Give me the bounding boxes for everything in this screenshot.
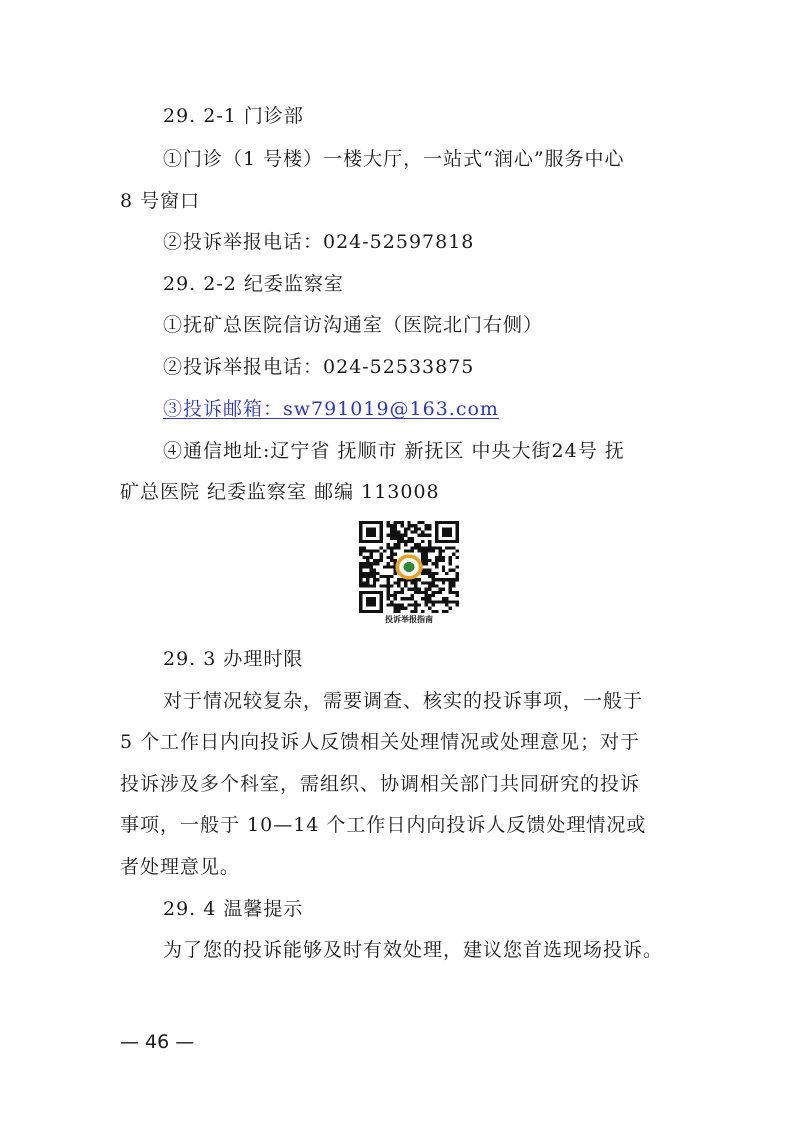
qr-caption: 投诉举报指南 (385, 615, 433, 624)
paragraph-line: 5 个工作日内向投诉人反馈相关处理情况或处理意见；对于 (120, 731, 641, 753)
email-link[interactable]: ③投诉邮箱：sw791019@163.com (163, 398, 499, 420)
qr-code (359, 521, 459, 613)
paragraph-line: 者处理意见。 (120, 856, 241, 878)
paragraph-line: 8 号窗口 (120, 190, 201, 212)
section-heading-29-2-2: 29. 2-2 纪委监察室 (163, 273, 344, 295)
paragraph-line: ①门诊（1 号楼）一楼大厅，一站式“润心”服务中心 (163, 148, 625, 170)
section-heading-29-2-1: 29. 2-1 门诊部 (163, 105, 304, 127)
paragraph-line: 事项，一般于 10—14 个工作日内向投诉人反馈处理情况或 (120, 814, 647, 836)
paragraph-line: ①抚矿总医院信访沟通室（医院北门右侧） (163, 314, 544, 336)
qr-code-image (359, 521, 459, 613)
address-line: ④通信地址:辽宁省 抚顺市 新抚区 中央大街24号 抚 (163, 440, 625, 462)
phone-line: ②投诉举报电话：024-52597818 (163, 231, 475, 253)
paragraph-line: 投诉涉及多个科室，需组织、协调相关部门共同研究的投诉 (120, 773, 641, 795)
section-heading-29-3: 29. 3 办理时限 (163, 648, 304, 670)
phone-line: ②投诉举报电话：024-52533875 (163, 356, 475, 378)
page-number: — 46 — (120, 1031, 195, 1053)
paragraph-line: 对于情况较复杂，需要调查、核实的投诉事项，一般于 (163, 690, 644, 712)
paragraph-line: 为了您的投诉能够及时有效处理，建议您首选现场投诉。 (163, 939, 664, 961)
section-heading-29-4: 29. 4 温馨提示 (163, 898, 304, 920)
address-line-continued: 矿总医院 纪委监察室 邮编 113008 (120, 481, 440, 503)
